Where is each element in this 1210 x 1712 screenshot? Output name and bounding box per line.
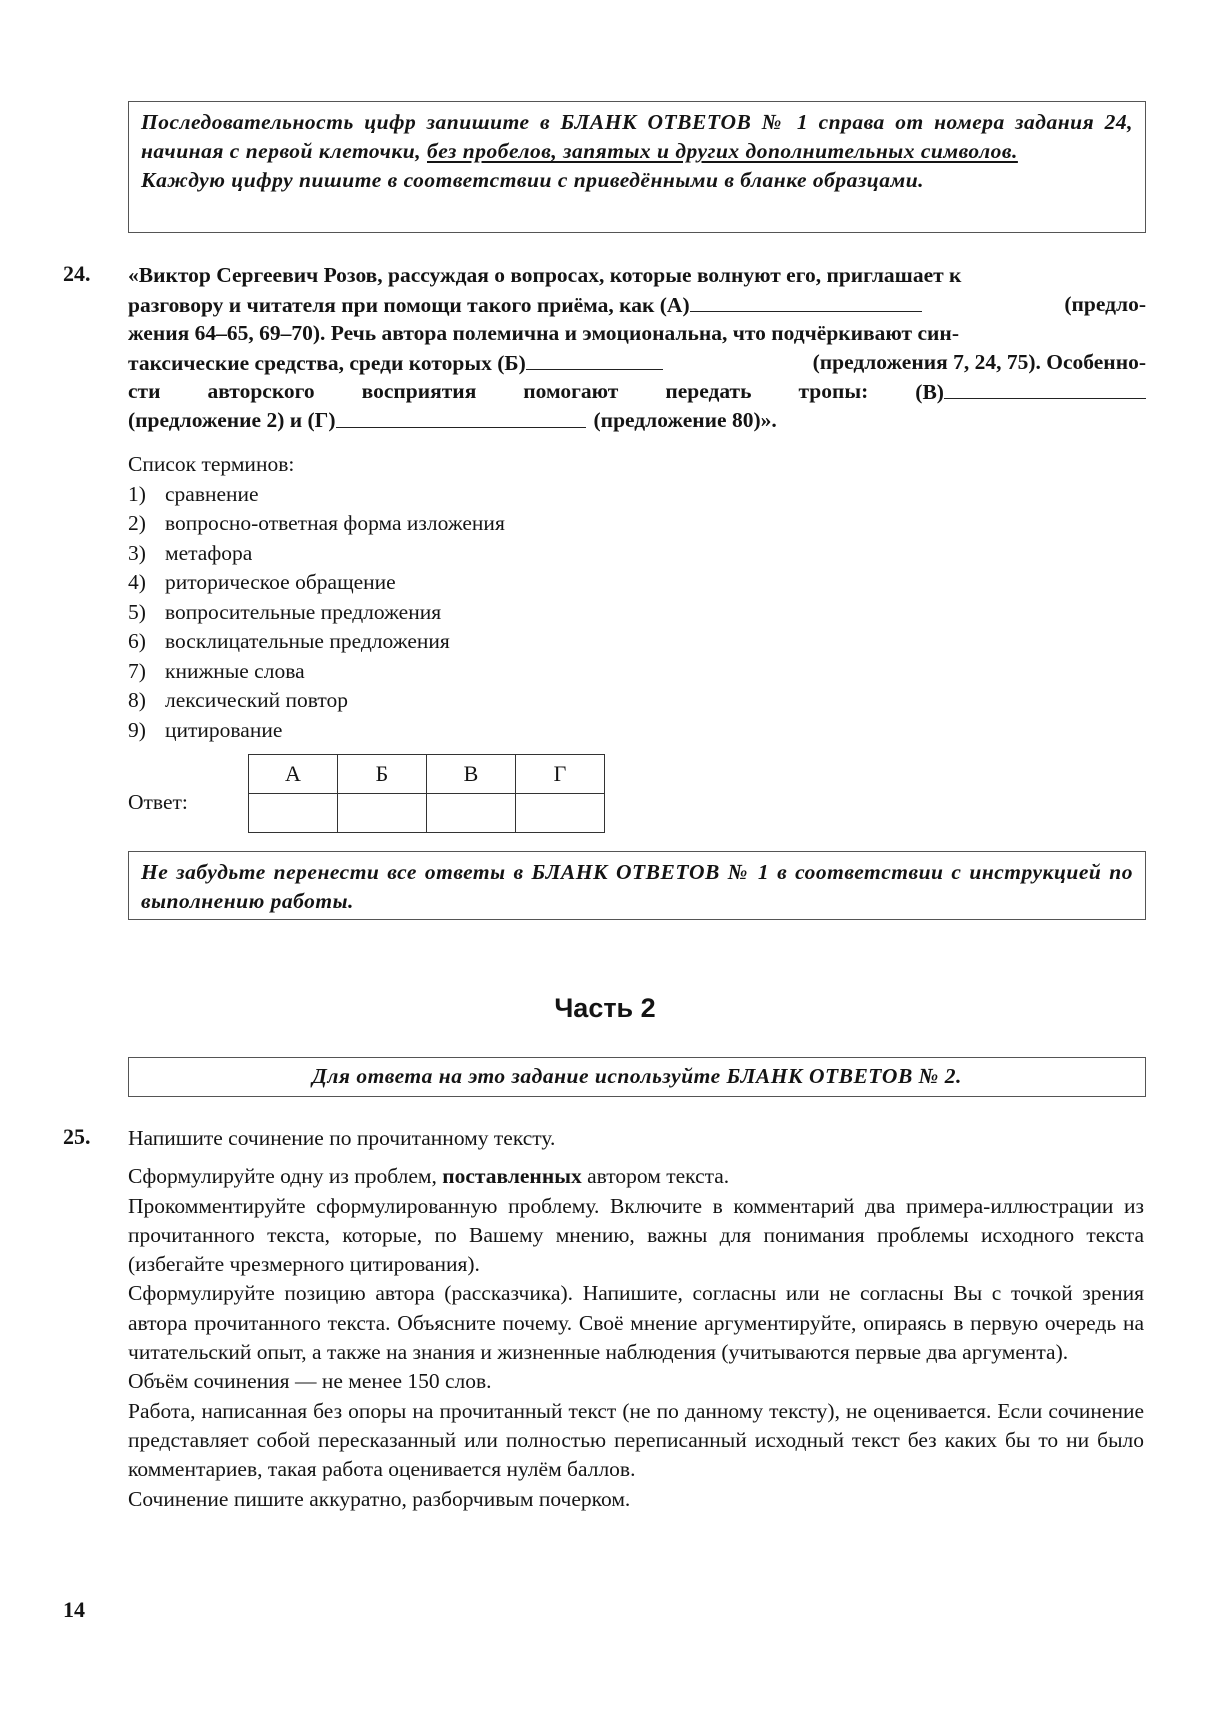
q24-line-5-word: авторского [207, 379, 315, 403]
answer-label: Ответ: [128, 790, 188, 814]
q24-line-5-word: сти [128, 379, 161, 403]
q24-line-1 [128, 261, 1146, 290]
answer-blank-a [690, 290, 922, 312]
list-item [128, 716, 505, 746]
list-item [128, 480, 505, 510]
q24-line-6 [128, 406, 1146, 435]
list-item [128, 598, 505, 628]
q24-line-5-v: (В) [915, 380, 944, 404]
list-item [128, 686, 505, 716]
term-number: 3) [128, 540, 146, 565]
term-text: цитирование [165, 717, 283, 742]
answer-input-row [249, 794, 605, 833]
question-25-text [128, 1124, 1144, 1514]
q25-paragraph-1: Напишите сочинение по прочитанному тексту. [128, 1126, 556, 1150]
answer-cell-a[interactable] [249, 794, 338, 833]
question-24-text [128, 261, 1146, 435]
q24-line-1-text: «Виктор Сергеевич Розов, рассуждая о вопросах, которые волнуют его, приглашает к [128, 263, 962, 287]
q24-line-4-end: (предложения 7, 24, 75). Особенно- [812, 350, 1146, 374]
list-item [128, 509, 505, 539]
q25-p2-bold: поставленных [442, 1164, 582, 1189]
terms-title: Список терминов: [128, 452, 295, 476]
list-item [128, 539, 505, 569]
question-25-number: 25. [63, 1124, 91, 1149]
q25-paragraph-2 [128, 1162, 1144, 1191]
terms-list [128, 450, 505, 745]
term-text: восклицательные предложения [165, 629, 450, 653]
term-text: книжные слова [165, 658, 305, 683]
answer-blank-b [526, 348, 663, 370]
term-number: 4) [128, 570, 146, 594]
q24-line-3-text: жения 64–65, 69–70). Речь автора полемична и эмоциональна, что подчёркивают син- [128, 321, 959, 345]
list-item [128, 657, 505, 687]
instruction-box-part2-text: Для ответа на это задание используйте БЛАНК ОТВЕТОВ № 2. [312, 1064, 962, 1088]
answer-table [248, 754, 605, 833]
q24-line-6-end: (предложение 80)». [593, 408, 777, 432]
term-number: 9) [128, 717, 146, 742]
q24-line-5-word: тропы: [798, 379, 869, 403]
part-2-title: Часть 2 [554, 993, 656, 1023]
term-text: лексический повтор [165, 688, 348, 712]
q24-line-3 [128, 319, 1146, 348]
answer-cell-v[interactable] [427, 794, 516, 833]
term-text: риторическое обращение [165, 570, 396, 594]
q24-line-2-text: разговору и читателя при помощи такого приёма, как (А) [128, 293, 690, 317]
list-item [128, 627, 505, 657]
answer-cell-b[interactable] [338, 794, 427, 833]
q24-line-4-text: таксические средства, среди которых (Б) [128, 351, 526, 375]
q25-paragraph-7: Сочинение пишите аккуратно, разборчивым почерком. [128, 1486, 631, 1511]
term-number: 1) [128, 481, 146, 506]
term-text: вопросительные предложения [165, 599, 442, 624]
q25-paragraph-6: Работа, написанная без опоры на прочитанный текст (не по данному тексту), не оценивается. Если сочинение представляет собой пересказанный или полностью переписанный исходный текст без каких бы то ни было комментариев, такая работа оценивается нулём баллов. [128, 1398, 1144, 1482]
q24-line-4 [128, 348, 1146, 377]
term-number: 7) [128, 658, 146, 683]
instruction-top-underlined: без пробелов, запятых и других дополнительных символов. [427, 139, 1018, 163]
answer-header-row [249, 755, 605, 794]
instruction-box-top-text [141, 108, 1133, 195]
q25-p2-post: автором текста. [581, 1164, 730, 1189]
q25-paragraph-5: Объём сочинения — не менее 150 слов. [128, 1369, 492, 1394]
q24-line-5-word: восприятия [361, 379, 477, 403]
term-text: сравнение [165, 481, 259, 506]
answer-header-v: В [427, 755, 516, 794]
instruction-top-part1: Последовательность цифр запишите в БЛАНК ОТВЕТОВ № 1 справа от номера задания 24, начиная с первой клеточки, [141, 110, 1133, 163]
q25-paragraph-4: Сформулируйте позицию автора (рассказчика). Напишите, согласны или не согласны Вы с точкой зрения автора прочитанного текста. Объясните почему. Своё мнение аргументируйте, опираясь в первую очередь на читательский опыт, а также на знания и жизненные наблюдения (учитываются первые два аргумента). [128, 1281, 1144, 1365]
q24-line-5-word: помогают [523, 379, 619, 403]
q24-line-6-text: (предложение 2) и (Г) [128, 408, 336, 432]
q24-line-2-end: (предло- [1064, 292, 1146, 316]
term-text: вопросно-ответная форма изложения [165, 511, 505, 535]
term-number: 2) [128, 511, 146, 535]
instruction-top-line2: Каждую цифру пишите в соответствии с приведёнными в бланке образцами. [141, 168, 925, 192]
q24-line-5-word: передать [665, 379, 752, 403]
answer-header-g: Г [516, 755, 605, 794]
list-item [128, 568, 505, 598]
term-number: 5) [128, 599, 146, 624]
page-number: 14 [63, 1597, 85, 1622]
question-24-number: 24. [63, 261, 91, 286]
answer-header-a: А [249, 755, 338, 794]
term-text: метафора [165, 540, 253, 565]
answer-cell-g[interactable] [516, 794, 605, 833]
q25-p2-pre: Сформулируйте одну из проблем, [128, 1164, 443, 1189]
instruction-box-mid-text: Не забудьте перенести все ответы в БЛАНК ОТВЕТОВ № 1 в соответствии с инструкцией по выполнению работы. [141, 860, 1133, 913]
answer-blank-v [944, 377, 1146, 399]
answer-header-b: Б [338, 755, 427, 794]
q25-paragraph-3: Прокомментируйте сформулированную проблему. Включите в комментарий два примера-иллюстрации из прочитанного текста, которые, по Вашему мнению, важны для понимания проблемы исходного текста (избегайте чрезмерного цитирования). [128, 1193, 1144, 1277]
term-number: 8) [128, 688, 146, 712]
q24-line-2 [128, 290, 1146, 319]
answer-blank-g [336, 406, 586, 428]
q24-line-5 [128, 377, 1146, 406]
term-number: 6) [128, 629, 146, 653]
